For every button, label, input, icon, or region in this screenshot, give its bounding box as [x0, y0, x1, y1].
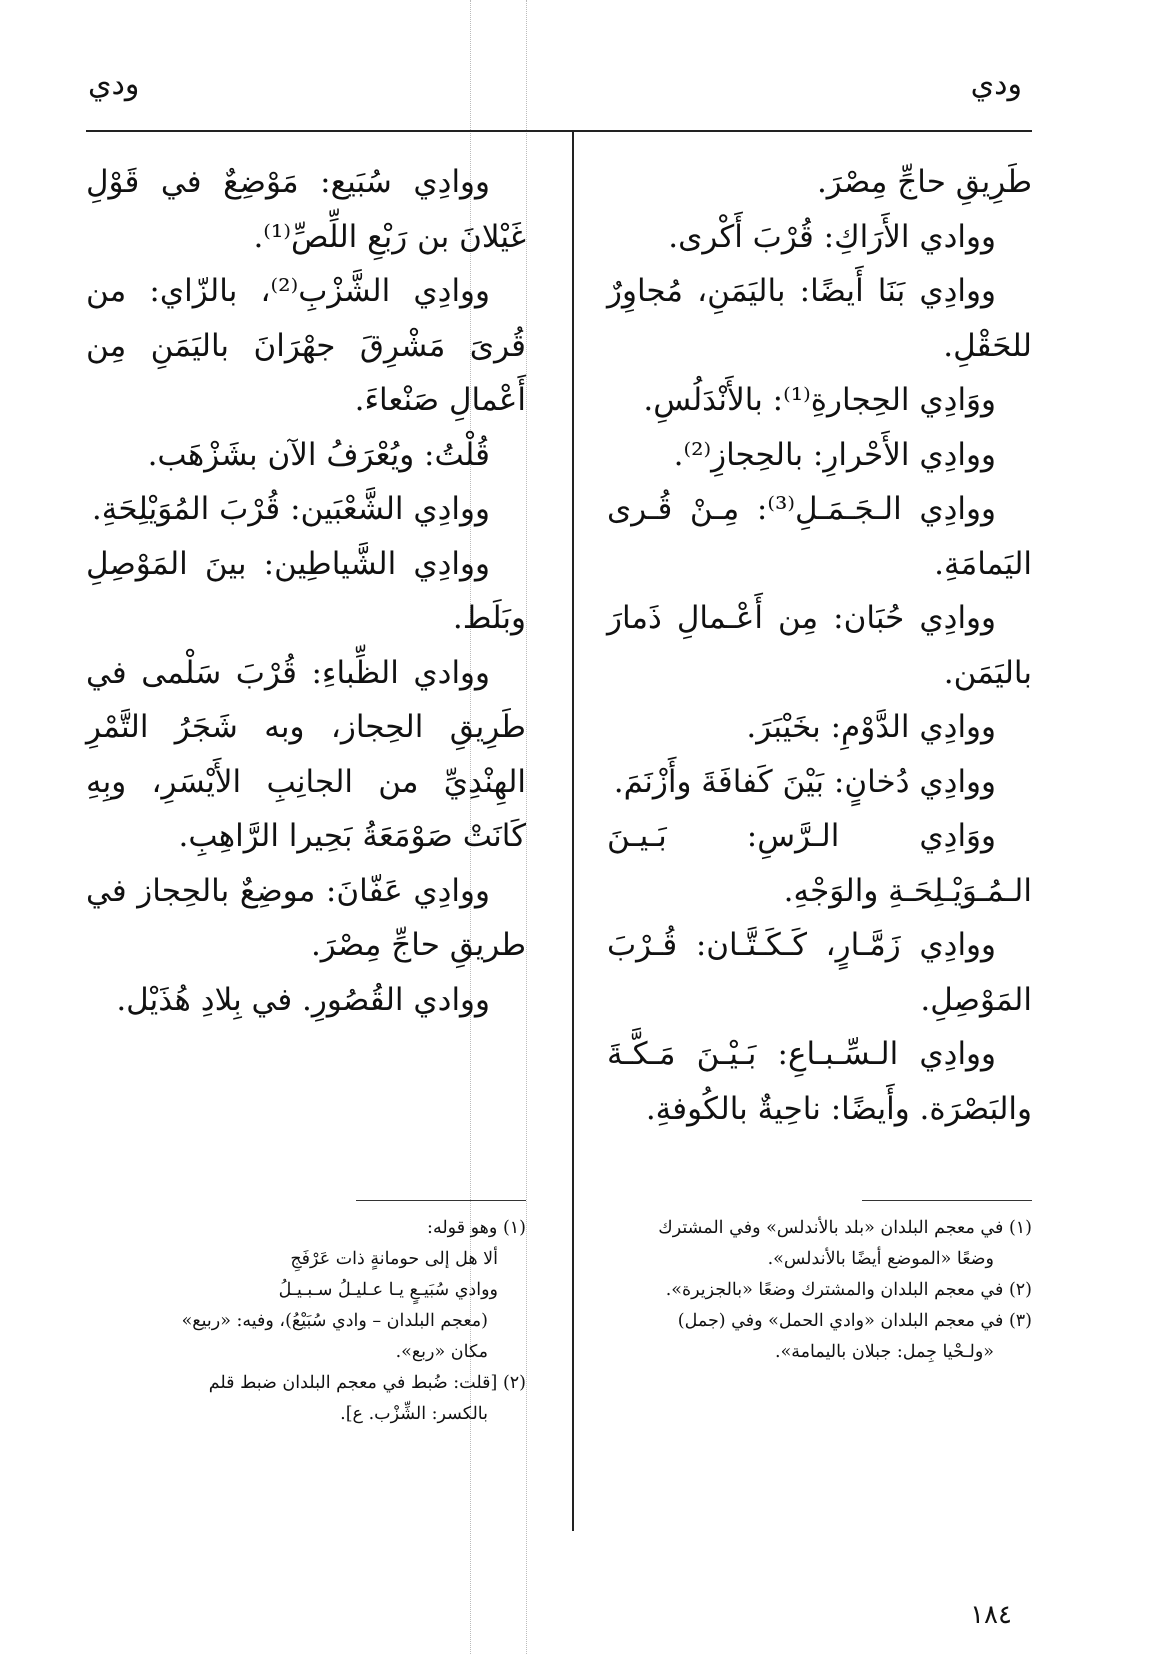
entry: طَرِيقِ حاجِّ مِصْرَ.	[816, 164, 1032, 200]
footnote-1	[607, 1213, 1032, 1244]
entry: ووادِي زَمَّـارٍ، كَـكَـتَّـان: قُـرْبَ المَوْصِلِ.	[607, 927, 1032, 1018]
footnote-2	[86, 1368, 526, 1399]
footnote-text: [قلت: ضُبط في معجم البلدان ضبط قلم	[208, 1373, 498, 1393]
footnote-text: في معجم البلدان والمشترك وضعًا «بالجزيرة».	[665, 1280, 1004, 1300]
entry: ووادِي دُخانٍ: بَيْنَ كَفافَةَ وأَزْنَمَ.	[613, 763, 996, 800]
running-header-left: ودي	[88, 67, 140, 102]
entry: ووادِي عَفّانَ: موضِعٌ بالحِجاز في طريقِ حاجِّ مِصْرَ.	[86, 872, 526, 963]
header-rule	[86, 130, 1032, 132]
footnote-text: في معجم البلدان «بلد بالأندلس» وفي المشترك	[658, 1218, 1004, 1238]
entry: ووَادِي الـرَّسِ: بَـيـنَ الـمُـوَيْـلِحَـةِ والوَجْهِ.	[607, 818, 1032, 909]
column-divider	[572, 131, 574, 1531]
footnote-2	[607, 1275, 1032, 1306]
footnote-1	[86, 1213, 526, 1244]
entry: ووادي الظِّباءِ: قُرْبَ سَلْمى في طَرِيقِ الحِجاز، وبه شَجَرُ التَّمْرِ الهِنْدِيِّ من الجانِبِ الأَيْسَرِ، وبِهِ كَانَتْ صَوْمَعَةُ بَحِيرا الرَّاهِبِ.	[86, 654, 526, 854]
footnote-2-tail: بالكسر: الشِّزْب. ع].	[340, 1404, 488, 1424]
left-column	[86, 155, 526, 1430]
entry: ووادِي الشَّزْبِ⁽²⁾، بالزّاي: من قُرىَ مَشْرِقَ جهْرَانَ باليَمَنِ مِن أَعْمالِ صَنْعاءَ.	[86, 273, 526, 418]
entry: ووادِي الشَّعْبَين: قُرْبَ المُوَيْلِحَةِ.	[91, 491, 490, 527]
footnote-number: (٣)	[1008, 1311, 1032, 1331]
entry: ووادِي الـجَـمَـلِ⁽³⁾: مِـنْ قُـرى اليَمامَةِ.	[607, 491, 1032, 582]
footnote-text: في معجم البلدان «وادي الحمل» وفي (جمل)	[677, 1311, 1004, 1331]
poem-verse-1: ألا هل إلى حومانةٍ ذات عَرْفَجِ	[290, 1249, 498, 1269]
footnote-number: (١)	[1008, 1218, 1032, 1238]
entry: ووادِي حُبَان: مِن أَعْـمالِ ذَمارَ باليَمَن.	[607, 600, 1032, 691]
left-entries	[86, 155, 526, 1200]
right-entries	[607, 155, 1032, 1200]
footnote-3-continuation: «ولـحْيا جِمل: جبلان باليمامة».	[775, 1342, 994, 1362]
entry: ووادي الأَرَاكِ: قُرْبَ أَكْرى.	[668, 218, 996, 255]
entry: ووادي القُصُورِ. في بِلادِ هُذَيْل.	[116, 981, 490, 1018]
page-number: ١٨٤	[970, 1600, 1012, 1630]
footnote-number: (٢)	[502, 1373, 526, 1393]
footnote-number: (٢)	[1008, 1280, 1032, 1300]
running-header-right: ودي	[970, 67, 1022, 102]
footnote-1-tail: مكان «ربع».	[395, 1342, 488, 1362]
footnote-number: (١)	[502, 1218, 526, 1238]
entry: ووَادِي الحِجارةِ⁽¹⁾: بالأَنْدَلُسِ.	[643, 382, 996, 418]
entry: قُلْتُ: ويُعْرَفُ الآن بشَزْهَب.	[147, 436, 490, 473]
poem-verse-2: ووادي سُبَيـعٍ يـا عـليـلُ سـبـيـلُ	[278, 1280, 498, 1300]
footnote-1-continuation: وضعًا «الموضع أيضًا بالأندلس».	[767, 1249, 994, 1269]
footnote-3	[607, 1306, 1032, 1337]
right-column	[607, 155, 1032, 1368]
entry: ووادِي الشَّياطِين: بينَ المَوْصِلِ وبَلَط.	[86, 545, 526, 636]
footnote-rule	[862, 1200, 1032, 1201]
right-footnotes	[607, 1200, 1032, 1368]
entry: ووادِي الـسِّـبـاعِ: بَـيْـنَ مَـكَّـةَ والبَصْرَة. وأَيضًا: ناحِيةٌ بالكُوفةِ.	[607, 1036, 1032, 1127]
entry: ووادِي سُبَيع: مَوْضِعٌ في قَوْلِ غَيْلانَ بن رَبْعِ اللِّصِّ⁽¹⁾.	[86, 164, 526, 255]
entry: ووادِي الأَحْرارِ: بالحِجازِ⁽²⁾.	[673, 436, 996, 473]
footnote-text: وهو قوله:	[427, 1218, 498, 1238]
scan-guide-line	[526, 0, 527, 1654]
entry: ووادِي الدَّوْمِ: بخَيْبَرَ.	[746, 709, 996, 745]
footnote-1-tail: (معجم البلدان – وادي سُبَيْعُ)، وفيه: «ربيع»	[181, 1311, 488, 1331]
left-footnotes	[86, 1200, 526, 1430]
entry: ووادِي بَنَا أَيضًا: باليَمَنِ، مُجاوِرٌ للحَقْلِ.	[607, 273, 1032, 364]
footnote-rule	[356, 1200, 526, 1201]
